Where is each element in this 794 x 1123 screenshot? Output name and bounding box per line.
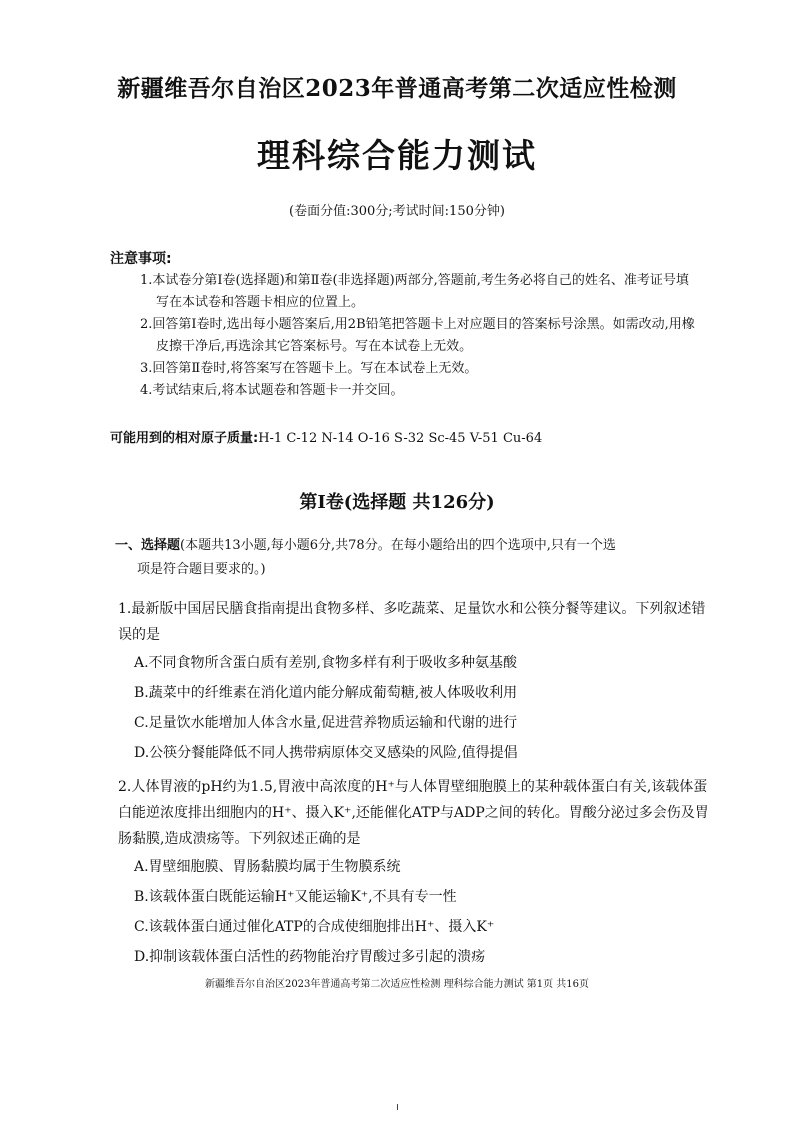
option-a: A.胃壁细胞膜、胃肠黏膜均属于生物膜系统 [134, 859, 401, 875]
subject-title: 理科综合能力测试 [257, 136, 537, 175]
option-d: D.公筷分餐能降低不同人携带病原体交叉感染的风险,值得提倡 [134, 745, 518, 761]
question-options [118, 852, 718, 972]
notes-list [140, 270, 700, 402]
atomic-masses-label: 可能用到的相对原子质量: [110, 431, 259, 446]
question-options [118, 648, 718, 768]
part-lead: 一、选择题 [115, 538, 181, 553]
option-b: B.该载体蛋白既能运输H⁺又能运输K⁺,不具有专一性 [134, 889, 457, 905]
note-item: 2.回答第Ⅰ卷时,选出每小题答案后,用2B铅笔把答题卡上对应题目的答案标号涂黑。如需改动,用橡皮擦干净后,再选涂其它答案标号。写在本试卷上无效。 [140, 317, 695, 354]
bottom-mark [397, 1104, 398, 1110]
note-item: 4.考试结束后,将本试题卷和答题卡一并交回。 [140, 383, 404, 398]
option-c: C.足量饮水能增加人体含水量,促进营养物质运输和代谢的进行 [134, 715, 518, 731]
option-c: C.该载体蛋白通过催化ATP的合成使细胞排出H⁺、摄入K⁺ [134, 919, 495, 935]
part-instr-line-1: (本题共13小题,每小题6分,共78分。在每小题给出的四个选项中,只有一个选 [180, 538, 616, 553]
question-stem: 1.最新版中国居民膳食指南提出食物多样、多吃蔬菜、足量饮水和公筷分餐等建议。下列叙述错误的是 [118, 601, 706, 643]
exam-header-title: 新疆维吾尔自治区2023年普通高考第二次适应性检测 [117, 75, 677, 102]
question-1 [118, 596, 718, 768]
part-instr-line-2: 项是符合题目要求的。) [137, 562, 266, 577]
questions [118, 596, 718, 972]
option-d: D.抑制该载体蛋白活性的药物能治疗胃酸过多引起的溃疡 [134, 949, 486, 965]
atomic-masses-values: H-1 C-12 N-14 O-16 S-32 Sc-45 V-51 Cu-64 [258, 431, 543, 446]
note-item: 1.本试卷分第Ⅰ卷(选择题)和第Ⅱ卷(非选择题)两部分,答题前,考生务必将自己的姓名、准考证号填写在本试卷和答题卡相应的位置上。 [140, 273, 689, 310]
question-stem: 2.人体胃液的pH约为1.5,胃液中高浓度的H⁺与人体胃壁细胞膜上的某种载体蛋白有关,该载体蛋白能逆浓度排出细胞内的H⁺、摄入K⁺,还能催化ATP与ADP之间的转化。胃酸分泌过多会伤及胃肠黏膜,造成溃疡等。下列叙述正确的是 [118, 779, 709, 847]
atomic-masses [110, 427, 542, 446]
page-footer: 新疆维吾尔自治区2023年普通高考第二次适应性检测 理科综合能力测试 第1页 共16页 [204, 979, 590, 990]
exam-info: (卷面分值:300分;考试时间:150分钟) [289, 204, 505, 219]
notes-heading: 注意事项: [110, 251, 172, 267]
part-instructions [115, 534, 705, 582]
note-item: 3.回答第Ⅱ卷时,将答案写在答题卡上。写在本试卷上无效。 [140, 361, 478, 376]
section-title: 第Ⅰ卷(选择题 共126分) [299, 492, 495, 513]
question-2 [118, 774, 718, 972]
option-a: A.不同食物所含蛋白质有差别,食物多样有利于吸收多种氨基酸 [134, 655, 518, 671]
option-b: B.蔬菜中的纤维素在消化道内能分解成葡萄糖,被人体吸收利用 [134, 685, 518, 701]
